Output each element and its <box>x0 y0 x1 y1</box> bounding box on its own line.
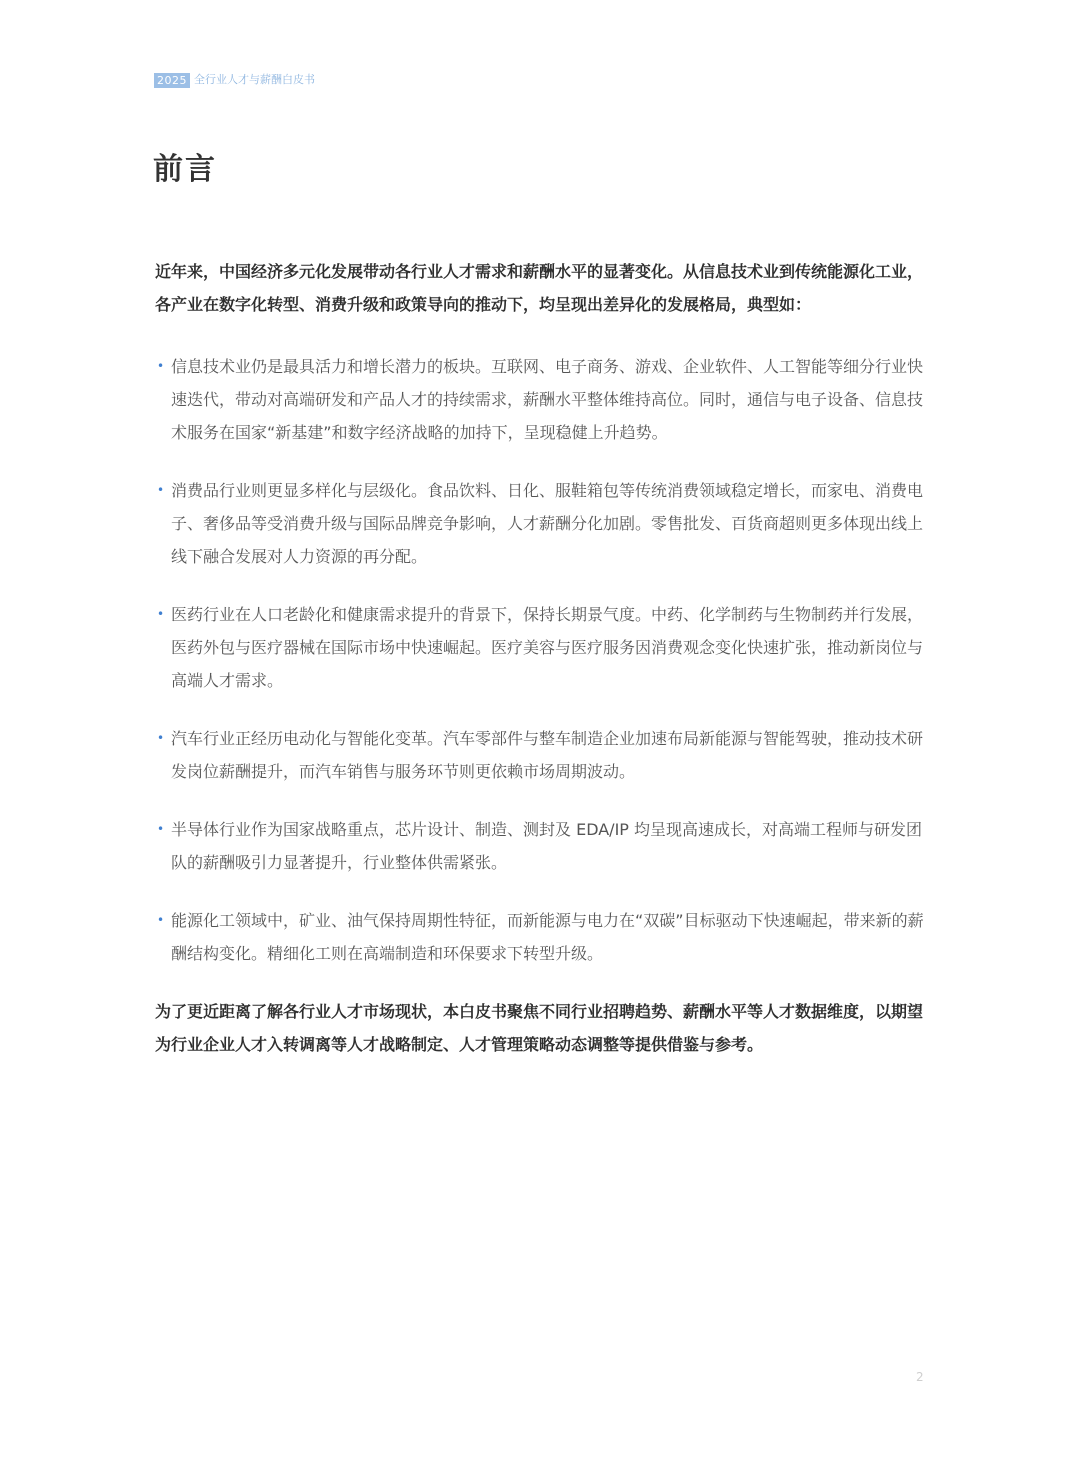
header-document-title: 全行业人才与薪酬白皮书 <box>194 73 315 86</box>
bullet-dot-icon: • <box>157 913 165 927</box>
bullet-dot-icon: • <box>157 822 165 836</box>
bullet-text: 汽车行业正经历电动化与智能化变革。汽车零部件与整车制造企业加速布局新能源与智能驾驶，推动技术研发岗位薪酬提升，而汽车销售与服务环节则更依赖市场周期波动。 <box>171 729 924 781</box>
closing-paragraph: 为了更近距离了解各行业人才市场现状，本白皮书聚焦不同行业招聘趋势、薪酬水平等人才数据维度，以期望为行业企业人才入转调离等人才战略制定、人才管理策略动态调整等提供借鉴与参考。 <box>155 1002 924 1054</box>
bullet-dot-icon: • <box>157 483 165 497</box>
bullet-text: 医药行业在人口老龄化和健康需求提升的背景下，保持长期景气度。中药、化学制药与生物制药并行发展，医药外包与医疗器械在国际市场中快速崛起。医疗美容与医疗服务因消费观念变化快速扩张，推动新岗位与高端人才需求。 <box>171 605 924 690</box>
bullet-item-semiconductor <box>155 813 927 879</box>
bullet-item-pharma <box>155 598 927 697</box>
bullet-text: 消费品行业则更显多样化与层级化。食品饮料、日化、服鞋箱包等传统消费领域稳定增长，而家电、消费电子、奢侈品等受消费升级与国际品牌竞争影响，人才薪酬分化加剧。零售批发、百货商超则更多体现出线上线下融合发展对人力资源的再分配。 <box>171 481 924 566</box>
bullet-item-automotive <box>155 722 927 788</box>
bullet-item-consumer-goods <box>155 474 927 573</box>
page-title: 前言 <box>153 152 217 187</box>
bullet-text: 信息技术业仍是最具活力和增长潜力的板块。互联网、电子商务、游戏、企业软件、人工智能等细分行业快速迭代，带动对高端研发和产品人才的持续需求，薪酬水平整体维持高位。同时，通信与电子设备、信息技术服务在国家“新基建”和数字经济战略的加持下，呈现稳健上升趋势。 <box>171 357 924 442</box>
bullet-dot-icon: • <box>157 731 165 745</box>
intro-paragraph: 近年来，中国经济多元化发展带动各行业人才需求和薪酬水平的显著变化。从信息技术业到传统能源化工业，各产业在数字化转型、消费升级和政策导向的推动下，均呈现出差异化的发展格局，典型如： <box>155 262 924 314</box>
bullet-text: 半导体行业作为国家战略重点，芯片设计、制造、测封及 EDA/IP 均呈现高速成长，对高端工程师与研发团队的薪酬吸引力显著提升，行业整体供需紧张。 <box>171 820 923 872</box>
bullet-item-energy-chemicals <box>155 904 927 970</box>
bullet-dot-icon: • <box>157 359 165 373</box>
header-year-badge: 2025 <box>154 73 190 88</box>
bullet-text: 能源化工领域中，矿业、油气保持周期性特征，而新能源与电力在“双碳”目标驱动下快速崛起，带来新的薪酬结构变化。精细化工则在高端制造和环保要求下转型升级。 <box>171 911 924 963</box>
bullet-dot-icon: • <box>157 607 165 621</box>
industry-bullet-list <box>155 350 927 970</box>
bullet-item-it <box>155 350 927 449</box>
running-header <box>154 72 315 88</box>
preface-body <box>155 255 927 1061</box>
page-number: 2 <box>916 1370 924 1384</box>
